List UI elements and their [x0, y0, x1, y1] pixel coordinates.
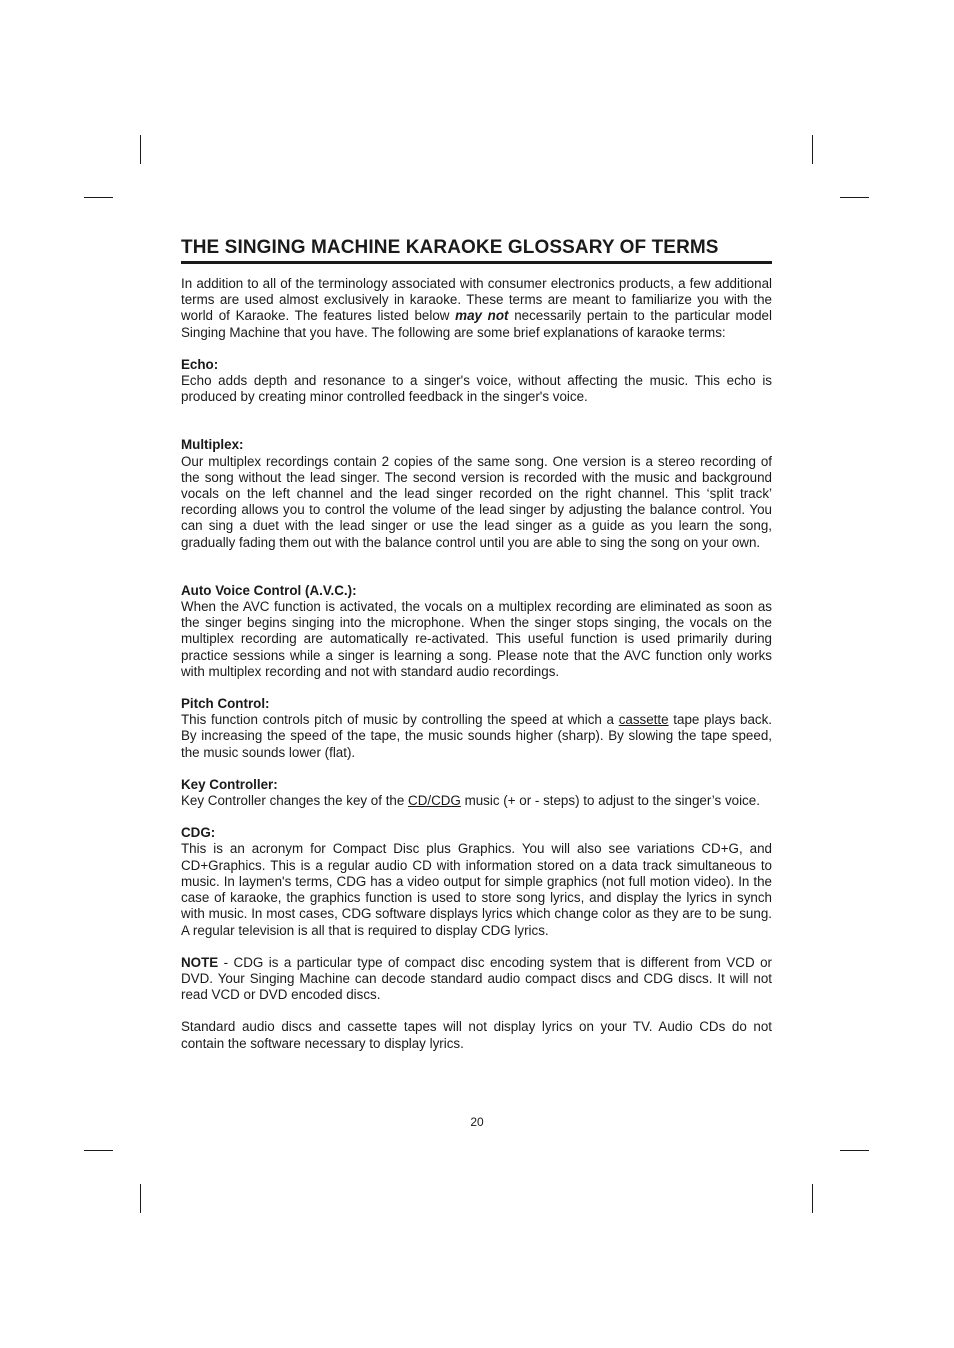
term-text-avc: When the AVC function is activated, the vocals on a multiplex recording are eliminated as soon as the singer begins singing into the microphone. When the singer stops singing, the vocals on the multiplex recording are automatically re-activated. This useful function is used primarily during practice sessions while a singer is learning a song. Please note that the AVC function only works with multiplex recording and not with standard audio recordings. [181, 599, 772, 679]
term-pitch-control [181, 696, 772, 761]
term-text-pitch-control [181, 712, 772, 761]
key-underlined-term: CD/CDG [408, 793, 461, 809]
page-number: 20 [470, 1115, 484, 1129]
page-content [181, 236, 772, 1052]
note-paragraph [181, 955, 772, 1004]
pitch-underlined-term: cassette [618, 712, 669, 728]
intro-paragraph [181, 276, 772, 341]
term-title-echo: Echo: [181, 356, 219, 372]
term-title-key-controller: Key Controller: [181, 776, 278, 792]
crop-mark-bottom-right-horizontal [840, 1150, 869, 1151]
crop-mark-top-right-vertical [812, 135, 813, 164]
term-title-cdg: CDG: [181, 825, 216, 841]
intro-text-before: In addition to all of the terminology associated with consumer electronics products, a few additional terms are used almost exclusively in karaoke. These terms are meant to familiarize you with the world of Karaoke. The features listed below [181, 276, 772, 324]
key-text-after: music (+ or - steps) to adjust to the singer’s voice. [460, 793, 760, 809]
term-avc [181, 583, 772, 680]
pitch-text-after: tape plays back. By increasing the speed of the tape, the music sounds higher (sharp). By slowing the tape speed, the music sounds lower (flat). [181, 712, 772, 760]
crop-mark-bottom-left-vertical [140, 1184, 141, 1213]
intro-emphasis: may not [455, 308, 509, 324]
term-cdg [181, 825, 772, 938]
page-title: THE SINGING MACHINE KARAOKE GLOSSARY OF TERMS [181, 236, 772, 264]
crop-mark-top-right-horizontal [840, 197, 869, 198]
term-multiplex [181, 437, 772, 550]
term-key-controller [181, 777, 772, 809]
crop-mark-top-left-vertical [140, 135, 141, 164]
term-title-pitch-control: Pitch Control: [181, 696, 270, 712]
note-label: NOTE [181, 954, 219, 970]
intro-text-after: necessarily pertain to the particular model Singing Machine that you have. The following are some brief explanations of karaoke terms: [181, 308, 772, 340]
term-title-avc: Auto Voice Control (A.V.C.): [181, 582, 357, 598]
pitch-text-before: This function controls pitch of music by controlling the speed at which a [181, 712, 619, 728]
note-text: - CDG is a particular type of compact disc encoding system that is different from VCD or DVD. Your Singing Machine can decode standard audio compact discs and CDG discs. It will not read VCD or DVD encoded discs. [181, 954, 772, 1003]
term-text-echo: Echo adds depth and resonance to a singer's voice, without affecting the music. This echo is produced by creating minor controlled feedback in the singer's voice. [181, 373, 772, 405]
key-text-before: Key Controller changes the key of the [181, 793, 409, 809]
final-paragraph: Standard audio discs and cassette tapes will not display lyrics on your TV. Audio CDs do not contain the software necessary to display lyrics. [181, 1019, 772, 1051]
term-echo [181, 357, 772, 406]
crop-mark-top-left-horizontal [84, 197, 113, 198]
term-text-key-controller [181, 793, 772, 809]
crop-mark-bottom-left-horizontal [84, 1150, 113, 1151]
term-text-cdg: This is an acronym for Compact Disc plus Graphics. You will also see variations CD+G, and CD+Graphics. This is a regular audio CD with information stored on a data track simultaneous to music. In laymen's terms, CDG has a video output for simple graphics (not full motion video). In the case of karaoke, the graphics function is used to store song lyrics, and display the lyrics in synch with music. In most cases, CDG software displays lyrics which change color as they are to be sung. A regular television is all that is required to display CDG lyrics. [181, 841, 772, 938]
term-title-multiplex: Multiplex: [181, 437, 244, 453]
term-text-multiplex: Our multiplex recordings contain 2 copies of the same song. One version is a stereo recording of the song without the lead singer. The second version is recorded with the music and background vocals on the left channel and the lead singer recorded on the right channel. This ‘split track’ recording allows you to control the volume of the lead singer by adjusting the balance control. You can sing a duet with the lead singer or use the lead singer as a guide as you learn the song, gradually fading them out with the balance control until you are able to sing the song on your own. [181, 453, 772, 550]
crop-mark-bottom-right-vertical [812, 1184, 813, 1213]
